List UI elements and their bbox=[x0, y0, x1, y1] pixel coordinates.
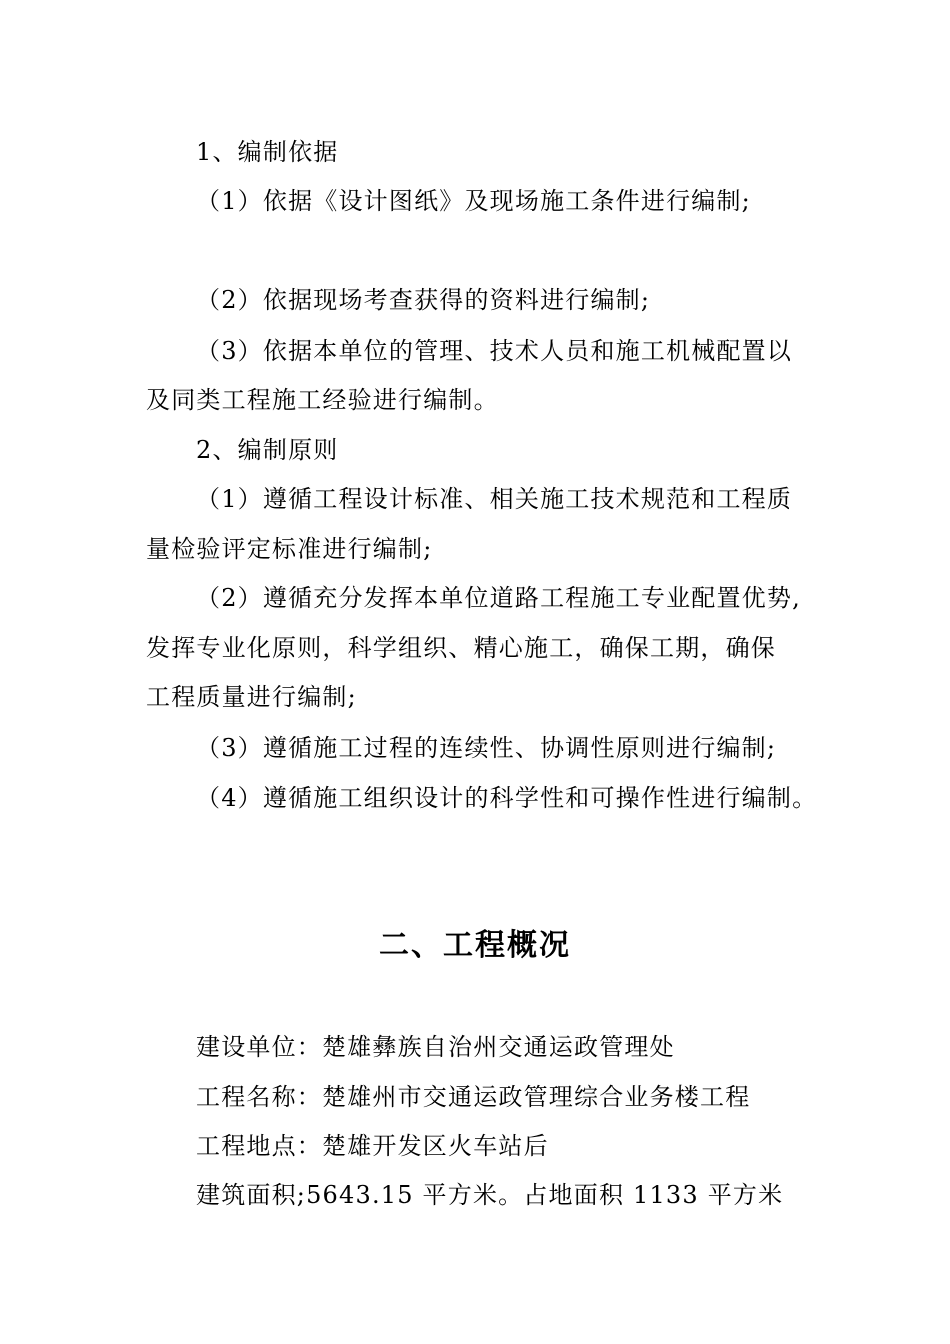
basis-item-1: （1）依据《设计图纸》及现场施工条件进行编制; bbox=[196, 187, 751, 215]
basis-title: 1、编制依据 bbox=[196, 138, 339, 166]
field-project-name: 工程名称：楚雄州市交通运政管理综合业务楼工程 bbox=[196, 1083, 751, 1111]
basis-item-3-continued: 及同类工程施工经验进行编制。 bbox=[146, 386, 499, 414]
principle-item-2: （2）遵循充分发挥本单位道路工程施工专业配置优势, bbox=[196, 584, 801, 612]
principle-item-1: （1）遵循工程设计标准、相关施工技术规范和工程质 bbox=[196, 485, 793, 513]
principle-title: 2、编制原则 bbox=[196, 436, 339, 464]
field-project-location: 工程地点：楚雄开发区火车站后 bbox=[196, 1132, 549, 1160]
field-building-area: 建筑面积;5643.15 平方米。占地面积 1133 平方米 bbox=[196, 1181, 784, 1209]
principle-item-2-continued-2: 工程质量进行编制; bbox=[146, 683, 357, 711]
section-heading: 二、工程概况 bbox=[379, 928, 571, 963]
principle-item-1-continued: 量检验评定标准进行编制; bbox=[146, 535, 433, 563]
principle-item-4: （4）遵循施工组织设计的科学性和可操作性进行编制。 bbox=[196, 784, 818, 812]
principle-item-2-continued: 发挥专业化原则，科学组织、精心施工，确保工期，确保 bbox=[146, 634, 776, 662]
basis-item-3: （3）依据本单位的管理、技术人员和施工机械配置以 bbox=[196, 337, 793, 365]
basis-item-2: （2）依据现场考查获得的资料进行编制; bbox=[196, 286, 651, 314]
field-construction-unit: 建设单位：楚雄彝族自治州交通运政管理处 bbox=[196, 1033, 675, 1061]
principle-item-3: （3）遵循施工过程的连续性、协调性原则进行编制; bbox=[196, 734, 777, 762]
